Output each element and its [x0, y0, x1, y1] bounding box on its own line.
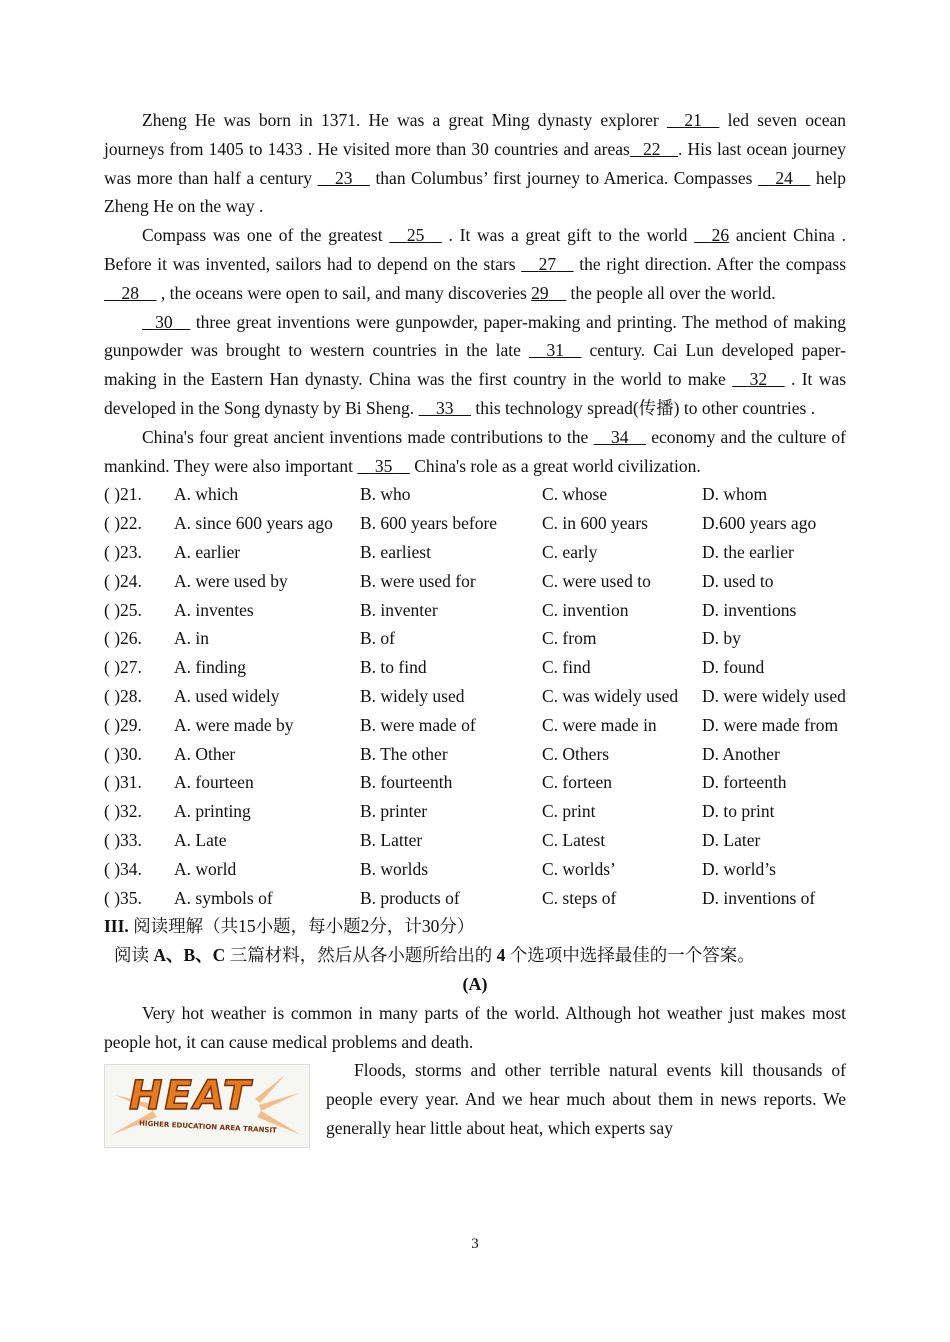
- answer-slot[interactable]: ( )23.: [104, 541, 142, 562]
- option-c: C. steps of: [542, 887, 617, 908]
- blank-33: 33: [436, 397, 454, 418]
- option-d: D. found: [702, 657, 765, 678]
- question-22: [104, 509, 846, 538]
- text: China's role as a great world civilization.: [409, 455, 701, 476]
- option-b: B. were used for: [360, 570, 476, 591]
- text: than Columbus’ first journey to America. Compasses: [369, 167, 758, 188]
- answer-slot[interactable]: ( )22.: [104, 513, 142, 534]
- option-d: D. forteenth: [702, 772, 787, 793]
- passage-paragraph-1: [104, 106, 846, 221]
- logo-tagline: HIGHER EDUCATION AREA TRANSIT: [138, 1119, 278, 1135]
- answer-slot[interactable]: ( )28.: [104, 685, 142, 706]
- answer-slot[interactable]: ( )31.: [104, 772, 142, 793]
- section-number: III.: [104, 916, 129, 937]
- option-d: D. world’s: [702, 858, 776, 879]
- option-b: B. fourteenth: [360, 772, 453, 793]
- question-25: [104, 596, 846, 625]
- option-b: B. of: [360, 628, 395, 649]
- passage-paragraph-2: [104, 221, 846, 307]
- logo-word: HEAT: [129, 1073, 253, 1120]
- option-c: C. Latest: [542, 829, 606, 850]
- blank-29: 29: [531, 282, 549, 303]
- question-33: [104, 826, 846, 855]
- blank-26: 26: [711, 225, 730, 246]
- question-21: [104, 480, 846, 509]
- answer-slot[interactable]: ( )27.: [104, 657, 142, 678]
- text: . His last ocean journey was more than half a century: [104, 138, 847, 188]
- section-title-text: 阅读理解（共15小题，每小题2分，计30分）: [128, 916, 475, 937]
- text: China's four great ancient inventions made contributions to the: [142, 426, 594, 447]
- answer-slot[interactable]: ( )29.: [104, 714, 142, 735]
- blank-22: 22: [642, 138, 661, 159]
- option-c: C. forteen: [542, 772, 612, 793]
- text: Compass was one of the greatest: [142, 225, 390, 246]
- option-b: B. who: [360, 484, 411, 505]
- blank-31: 31: [546, 340, 564, 361]
- option-d: D. the earlier: [702, 541, 794, 562]
- question-35: [104, 884, 846, 913]
- blank-28: 28: [121, 282, 139, 303]
- question-30: [104, 740, 846, 769]
- text: three great inventions were gunpowder, paper-making and printing. The method of making gunpowder was brought to western countries in the late: [104, 311, 846, 361]
- option-c: C. were made in: [542, 714, 657, 735]
- option-c: C. Others: [542, 743, 610, 764]
- blank-23: 23: [334, 167, 353, 188]
- option-b: B. products of: [360, 887, 460, 908]
- answer-slot[interactable]: ( )34.: [104, 858, 142, 879]
- text: Zheng He was born in 1371. He was a great Ming dynasty explorer: [142, 110, 667, 130]
- option-c: C. worlds’: [542, 858, 616, 879]
- blank-35: 35: [374, 455, 393, 476]
- section-title: [104, 912, 846, 941]
- answer-slot[interactable]: ( )25.: [104, 599, 142, 620]
- option-a: A. in: [174, 628, 209, 649]
- option-a: A. finding: [174, 657, 246, 678]
- question-27: [104, 653, 846, 682]
- text: ancient China . Before it was invented, sailors had to depend on the stars: [104, 225, 846, 274]
- question-34: [104, 855, 846, 884]
- option-b: B. Latter: [360, 829, 423, 850]
- option-d: D.600 years ago: [702, 513, 817, 534]
- answer-slot[interactable]: ( )33.: [104, 829, 142, 850]
- option-c: C. print: [542, 801, 596, 822]
- passage-heading: (A): [462, 973, 488, 994]
- option-c: C. early: [542, 541, 598, 562]
- option-b: B. were made of: [360, 714, 476, 735]
- option-c: C. was widely used: [542, 685, 679, 706]
- option-d: D. inventions: [702, 599, 797, 620]
- text: led seven ocean journeys from 1405 to 1433 . He visited more than 30 countries and areas: [104, 110, 847, 159]
- option-c: C. find: [542, 657, 591, 678]
- option-d: D. inventions of: [702, 887, 816, 908]
- option-a: A. symbols of: [174, 887, 273, 908]
- exam-page: [104, 106, 846, 1148]
- reading-a-paragraph-1: Very hot weather is common in many parts of the world. Although hot weather just makes most people hot, it can cause medical problems and death.: [104, 1002, 846, 1052]
- answer-slot[interactable]: ( )26.: [104, 628, 142, 649]
- option-a: A. world: [174, 858, 237, 879]
- section-instructions: 阅读 A、B、C 三篇材料，然后从各小题所给出的 4 个选项中选择最佳的一个答案。: [114, 945, 755, 966]
- option-d: D. Later: [702, 829, 761, 850]
- option-b: B. to find: [360, 657, 427, 678]
- option-d: D. were made from: [702, 714, 839, 735]
- text: century. Cai Lun developed paper-making in the Eastern Han dynasty. China was the first country in the world to make: [104, 340, 846, 390]
- option-b: B. worlds: [360, 858, 429, 879]
- text: the people all over the world.: [566, 282, 776, 303]
- option-d: D. Another: [702, 743, 780, 764]
- option-d: D. used to: [702, 570, 774, 591]
- option-a: A. inventes: [174, 599, 254, 620]
- answer-slot[interactable]: ( )30.: [104, 743, 142, 764]
- option-c: C. from: [542, 628, 597, 649]
- option-b: B. The other: [360, 743, 448, 764]
- question-24: [104, 567, 846, 596]
- text: this technology spread(传播) to other countries .: [471, 397, 816, 418]
- option-a: A. used widely: [174, 685, 280, 706]
- text: . It was developed in the Song dynasty by Bi Sheng.: [104, 369, 847, 418]
- text: help Zheng He on the way .: [104, 167, 846, 217]
- answer-slot[interactable]: ( )32.: [104, 801, 142, 822]
- blank-21: 21: [684, 110, 702, 130]
- answer-slot[interactable]: ( )24.: [104, 570, 142, 591]
- option-c: C. whose: [542, 484, 608, 505]
- blank-25: 25: [406, 225, 425, 246]
- blank-24: 24: [775, 167, 793, 188]
- blank-32: 32: [749, 369, 768, 390]
- reading-a-row: [104, 1056, 846, 1148]
- text: . It was a great gift to the world: [441, 225, 695, 246]
- option-d: D. to print: [702, 801, 775, 822]
- passage-paragraph-4: [104, 423, 846, 481]
- option-c: C. in 600 years: [542, 513, 648, 534]
- option-b: B. 600 years before: [360, 513, 498, 534]
- text: , the oceans were open to sail, and many discoveries: [156, 282, 532, 303]
- option-b: B. earliest: [360, 541, 431, 562]
- option-a: A. since 600 years ago: [174, 513, 333, 534]
- question-29: [104, 711, 846, 740]
- option-a: A. printing: [174, 801, 251, 822]
- blank-34: 34: [610, 426, 629, 447]
- question-32: [104, 797, 846, 826]
- option-a: A. were used by: [174, 570, 288, 591]
- page-number: 3: [471, 1236, 479, 1252]
- question-23: [104, 538, 846, 567]
- question-list: [104, 480, 846, 912]
- option-d: D. were widely used: [702, 685, 846, 706]
- reading-a-paragraph-2: Floods, storms and other terrible natural events kill thousands of people every year. And we hear much about them in news reports. We generally hear little about heat, which experts say: [326, 1060, 846, 1138]
- answer-slot[interactable]: ( )21.: [104, 484, 142, 505]
- passage-paragraph-3: [104, 308, 846, 423]
- text: economy and the culture of mankind. They were also important: [104, 426, 846, 476]
- option-a: A. which: [174, 484, 239, 505]
- heat-logo-image: [104, 1064, 310, 1148]
- option-b: B. inventer: [360, 599, 438, 620]
- option-d: D. whom: [702, 484, 768, 505]
- option-a: A. Other: [174, 743, 236, 764]
- option-a: A. earlier: [174, 541, 241, 562]
- blank-30: 30: [155, 311, 173, 332]
- text: the right direction. After the compass: [573, 253, 847, 274]
- option-b: B. printer: [360, 801, 428, 822]
- answer-slot[interactable]: ( )35.: [104, 887, 142, 908]
- option-b: B. widely used: [360, 685, 465, 706]
- question-28: [104, 682, 846, 711]
- option-a: A. fourteen: [174, 772, 254, 793]
- option-c: C. were used to: [542, 570, 651, 591]
- option-a: A. Late: [174, 829, 227, 850]
- option-c: C. invention: [542, 599, 629, 620]
- question-31: [104, 768, 846, 797]
- blank-27: 27: [538, 253, 557, 274]
- option-a: A. were made by: [174, 714, 294, 735]
- question-26: [104, 624, 846, 653]
- option-d: D. by: [702, 628, 741, 649]
